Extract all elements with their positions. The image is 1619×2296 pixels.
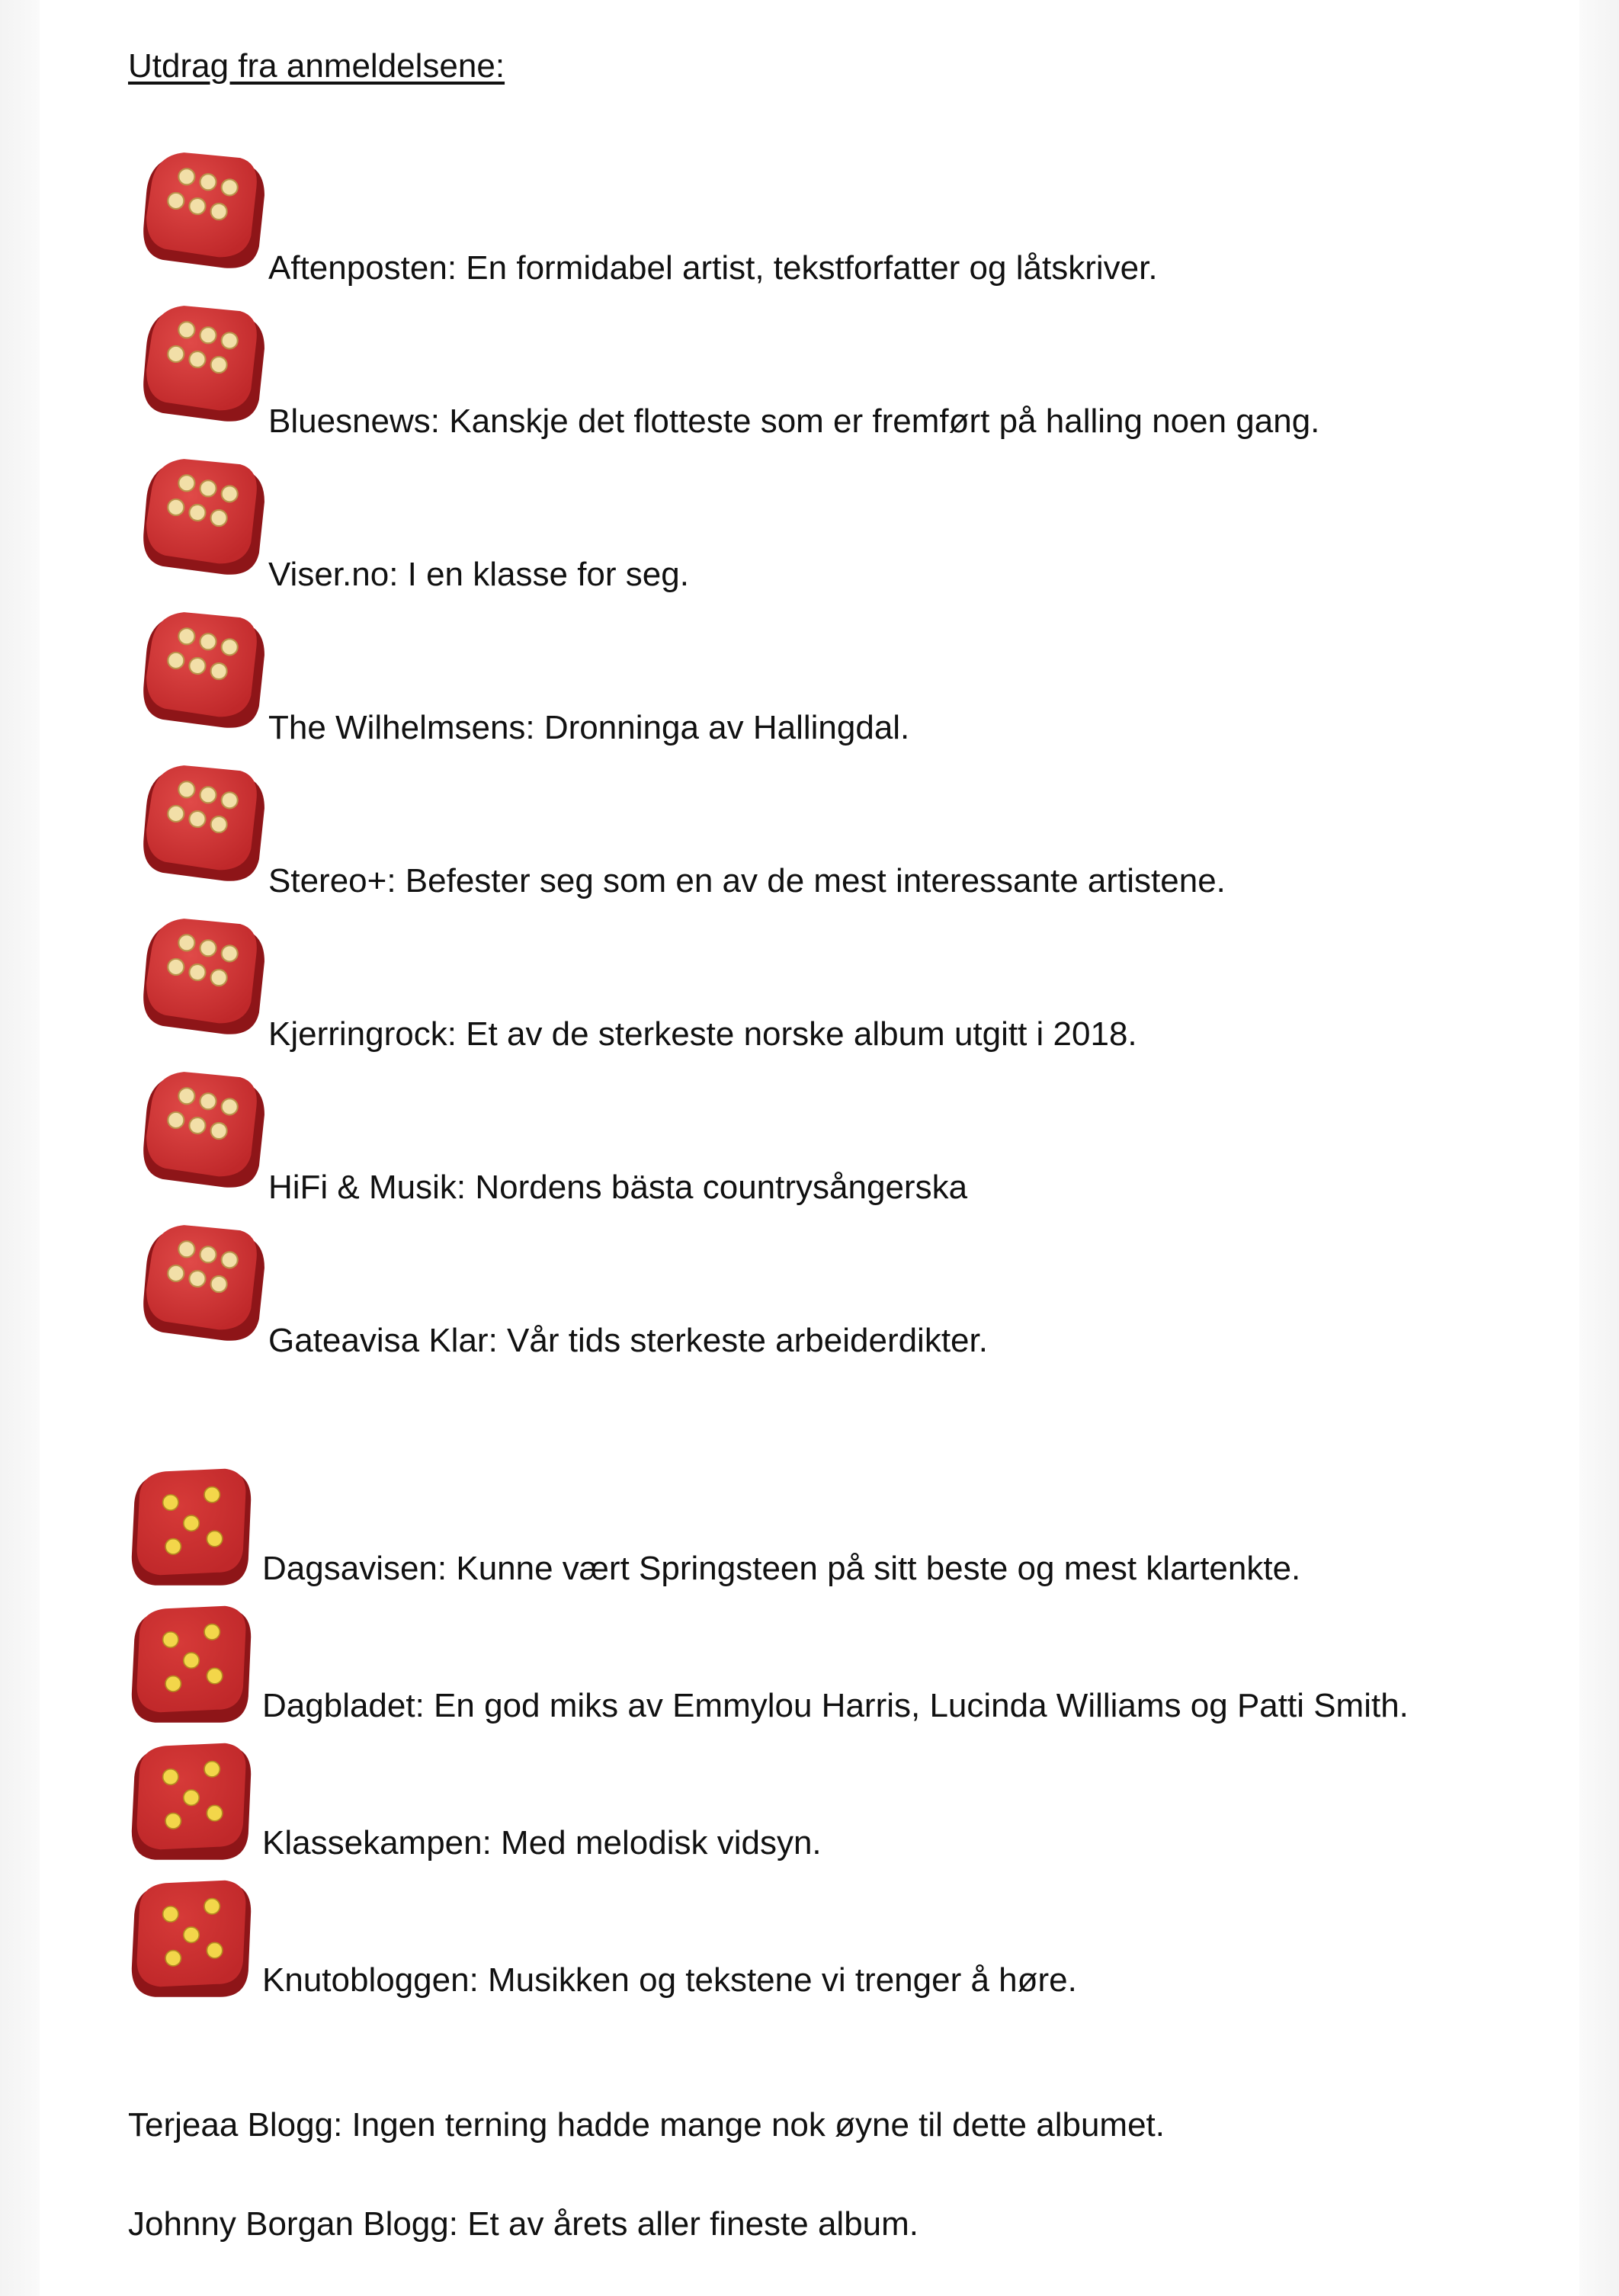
review-quote: Aftenposten: En formidabel artist, tekstforfatter og låtskriver. [268,249,1158,287]
blog-note: Johnny Borgan Blogg: Et av årets aller fineste album. [128,2205,919,2243]
page-margin-left [0,0,40,2296]
review-quote: Kjerringrock: Et av de sterkeste norske album utgitt i 2018. [268,1015,1137,1053]
review-quote: Viser.no: I en klasse for seg. [268,556,689,593]
die-five-icon [127,1738,256,1868]
review-quote: Klassekampen: Med melodisk vidsyn. [262,1824,822,1861]
page-heading: Utdrag fra anmeldelsene: [128,47,505,85]
die-six-icon [136,601,270,736]
die-five-icon [127,1875,256,2005]
die-six-icon [136,755,270,889]
review-quote: Dagbladet: En god miks av Emmylou Harris, Lucinda Williams og Patti Smith. [262,1687,1409,1724]
die-six-icon [136,1061,270,1195]
review-quote: Gateavisa Klar: Vår tids sterkeste arbeiderdikter. [268,1322,988,1359]
die-six-icon [136,142,270,276]
die-six-icon [136,448,270,582]
review-quote: Bluesnews: Kanskje det flotteste som er fremført på halling noen gang. [268,402,1320,440]
die-six-icon [136,295,270,429]
page-margin-right [1579,0,1619,2296]
review-quote: The Wilhelmsens: Dronninga av Hallingdal. [268,709,910,746]
die-five-icon [127,1464,256,1593]
die-six-icon [136,908,270,1042]
review-quote: Stereo+: Befester seg som en av de mest interessante artistene. [268,862,1226,899]
die-six-icon [136,1214,270,1348]
review-quote: HiFi & Musik: Nordens bästa countrysångerska [268,1169,968,1206]
die-five-icon [127,1601,256,1730]
blog-note: Terjeaa Blogg: Ingen terning hadde mange nok øyne til dette albumet. [128,2106,1165,2144]
review-quote: Knutobloggen: Musikken og tekstene vi trenger å høre. [262,1961,1077,1999]
review-quote: Dagsavisen: Kunne vært Springsteen på sitt beste og mest klartenkte. [262,1550,1301,1587]
